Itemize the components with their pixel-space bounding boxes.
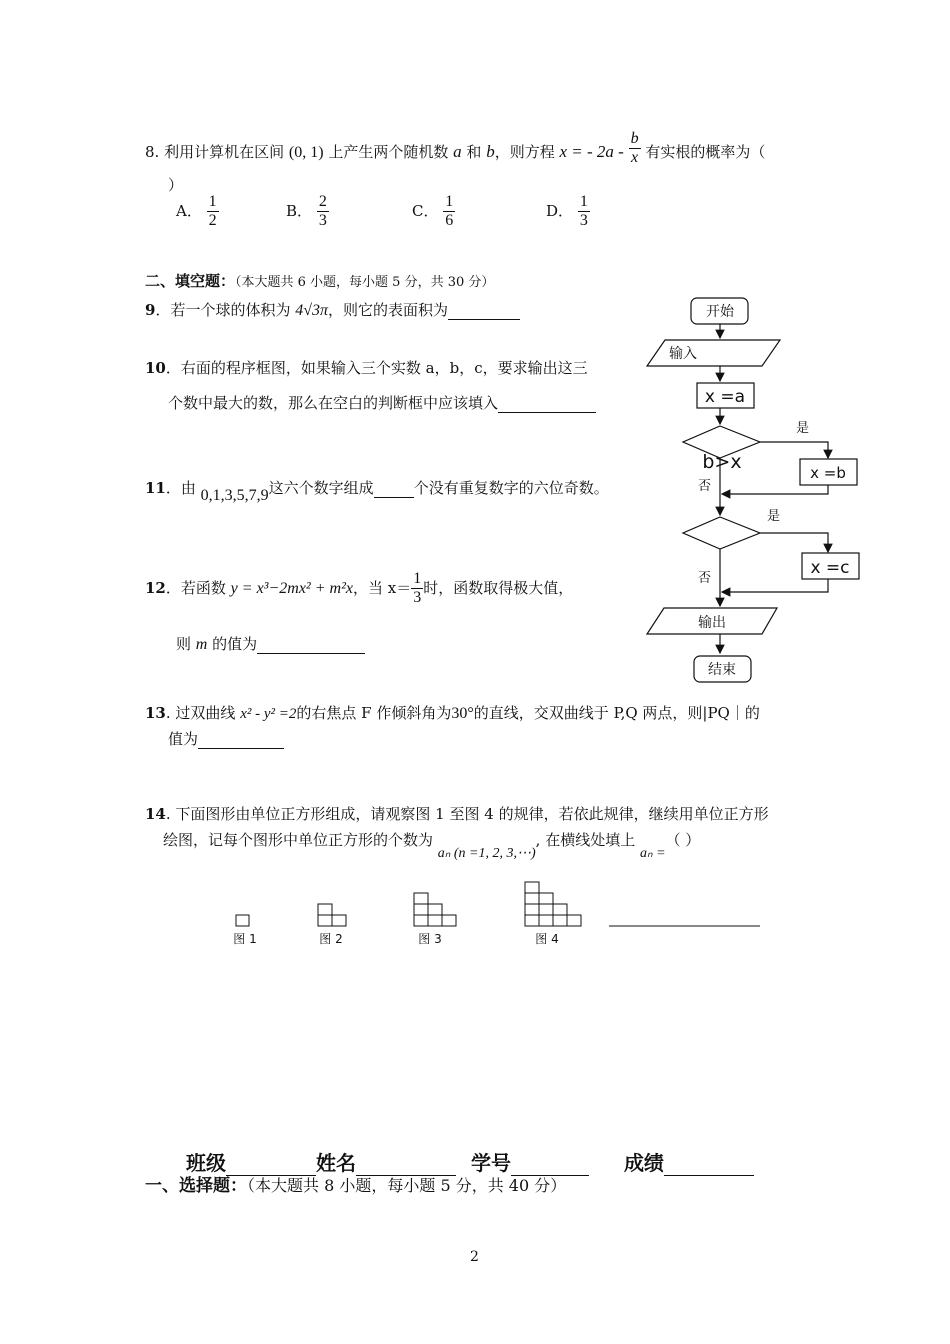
unit-square bbox=[539, 915, 553, 926]
flow-assign2-label: x =b bbox=[810, 464, 846, 482]
figure-label-4: 图 4 bbox=[535, 932, 559, 946]
q12-fraction bbox=[411, 570, 423, 608]
q12-frac-num: 1 bbox=[411, 570, 423, 589]
q12-line2-a: 则 bbox=[176, 635, 192, 653]
q8-option-den: 6 bbox=[445, 212, 454, 230]
flow-cond1-label: b>x bbox=[702, 451, 742, 473]
section-1-heading bbox=[145, 1171, 566, 1196]
q11-number: 11 bbox=[145, 479, 166, 497]
q8-var-b: b bbox=[486, 141, 495, 161]
q8-option-a[interactable] bbox=[176, 193, 219, 231]
q9-text-a: ．若一个球的体积为 bbox=[155, 301, 291, 319]
q8-text-b: 上产生两个随机数 bbox=[328, 142, 449, 161]
flow-assign3-label: x =c bbox=[810, 558, 850, 578]
unit-square bbox=[525, 915, 539, 926]
question-12 bbox=[145, 570, 573, 608]
q13-answer-blank[interactable] bbox=[198, 734, 284, 749]
q13-angle: 30° bbox=[451, 705, 474, 722]
unit-square bbox=[553, 904, 567, 915]
id-label: 学号 bbox=[470, 1151, 511, 1175]
q8-option-num: 1 bbox=[443, 193, 455, 212]
flow-start-label: 开始 bbox=[706, 304, 734, 320]
q13-number: 13 bbox=[145, 704, 166, 722]
q8-option-d[interactable] bbox=[546, 193, 590, 231]
q8-option-num: 1 bbox=[578, 193, 590, 212]
q8-option-fraction bbox=[578, 193, 590, 231]
question-13 bbox=[145, 702, 760, 723]
flow-assign1-label: x =a bbox=[704, 387, 746, 407]
unit-square bbox=[332, 915, 346, 926]
unit-square bbox=[318, 904, 332, 915]
q14-figures bbox=[220, 875, 780, 955]
q13-text-a: . 过双曲线 bbox=[165, 704, 236, 722]
q14-paren: （ ） bbox=[665, 831, 701, 849]
flow-input-label: 输入 bbox=[669, 346, 697, 362]
q12-text-b: ，当 x＝ bbox=[352, 578, 412, 597]
q9-formula: 4√3π bbox=[295, 302, 329, 319]
flow-arrow bbox=[760, 442, 828, 458]
q13-text-c: 的直线，交双曲线于 P,Q 两点，则|PQ｜的 bbox=[473, 704, 760, 722]
q8-option-c[interactable] bbox=[412, 193, 455, 231]
flow-decision-2 bbox=[683, 517, 760, 549]
flow-arrow bbox=[760, 533, 828, 552]
flow-output-label: 输出 bbox=[698, 615, 726, 631]
q14-line1: . 下面图形由单位正方形组成，请观察图 1 至图 4 的规律，若依此规律，继续用单位正方形 bbox=[165, 805, 769, 823]
q11-text-c: 个没有重复数字的六位奇数。 bbox=[413, 479, 609, 497]
unit-square bbox=[525, 904, 539, 915]
unit-square bbox=[428, 915, 442, 926]
q8-option-label: C． bbox=[412, 201, 439, 220]
unit-square bbox=[414, 915, 428, 926]
name-label: 姓名 bbox=[316, 1151, 356, 1175]
q14-number: 14 bbox=[145, 805, 166, 823]
q8-close-paren: ） bbox=[168, 176, 184, 194]
unit-square bbox=[539, 904, 553, 915]
q8-interval: (0, 1) bbox=[288, 143, 324, 161]
section-1-title: 一、选择题： bbox=[145, 1176, 247, 1196]
q11-text-b: 这六个数字组成 bbox=[268, 479, 374, 497]
section-2-note: （本大题共 6 小题，每小题 5 分，共 30 分） bbox=[235, 275, 495, 290]
flow-yes-label: 是 bbox=[767, 509, 781, 524]
unit-square bbox=[442, 915, 456, 926]
page-number: 2 bbox=[470, 1249, 479, 1265]
q8-option-num: 1 bbox=[207, 193, 219, 212]
q8-text-c: ，则方程 bbox=[494, 142, 555, 161]
figure-label-1: 图 1 bbox=[233, 932, 257, 946]
class-label: 班级 bbox=[186, 1151, 226, 1175]
q10-line1: ．右面的程序框图，如果输入三个实数 a，b，c，要求输出这三 bbox=[165, 359, 588, 377]
q10-line2-row bbox=[168, 392, 596, 413]
unit-square bbox=[567, 915, 581, 926]
q11-answer-blank[interactable] bbox=[374, 483, 414, 498]
q10-number: 10 bbox=[145, 359, 166, 377]
q8-option-den: 3 bbox=[318, 212, 327, 230]
q12-line2-row bbox=[176, 633, 365, 654]
q8-option-label: A． bbox=[176, 201, 202, 220]
q8-option-den: 2 bbox=[208, 212, 217, 230]
flow-input-box bbox=[647, 340, 780, 366]
unit-square bbox=[414, 893, 428, 904]
q14-line2-a: 绘图，记每个图形中单位正方形的个数为 bbox=[163, 831, 434, 849]
question-8 bbox=[145, 130, 766, 168]
q12-text-c: 时，函数取得极大值， bbox=[423, 578, 574, 597]
unit-square bbox=[414, 904, 428, 915]
q8-var-a: a bbox=[453, 141, 462, 161]
unit-square bbox=[525, 893, 539, 904]
q12-number: 12 bbox=[145, 578, 166, 597]
q11-digits: 0,1,3,5,7,9 bbox=[200, 487, 269, 504]
q13-line2: 值为 bbox=[168, 730, 199, 748]
q8-option-fraction bbox=[207, 193, 219, 231]
score-field[interactable] bbox=[664, 1155, 754, 1176]
q10-answer-blank[interactable] bbox=[498, 398, 596, 413]
q12-frac-den: 3 bbox=[413, 589, 422, 607]
question-9 bbox=[145, 299, 520, 320]
q12-line2-b: 的值为 bbox=[212, 635, 258, 653]
question-10 bbox=[145, 357, 588, 378]
q8-option-label: B． bbox=[286, 201, 313, 220]
q8-text-d: 有实根的概率为（ bbox=[645, 142, 766, 161]
q8-option-fraction bbox=[317, 193, 329, 231]
q8-text-a: 8. 利用计算机在区间 bbox=[145, 142, 285, 161]
q13-text-b: 的右焦点 F 作倾斜角为 bbox=[296, 704, 452, 722]
flow-yes-label: 是 bbox=[796, 421, 810, 436]
q8-and: 和 bbox=[466, 142, 482, 161]
unit-square bbox=[428, 904, 442, 915]
q14-line2-b: , 在横线处填上 bbox=[535, 831, 636, 849]
q12-answer-blank[interactable] bbox=[257, 639, 365, 654]
q13-formula: x² - y² =2 bbox=[240, 706, 297, 722]
q12-text-a: ．若函数 bbox=[165, 578, 226, 597]
unit-square bbox=[553, 915, 567, 926]
q9-number: 9 bbox=[145, 301, 156, 319]
flow-arrow bbox=[722, 579, 828, 592]
section-1-note: （本大题共 8 小题，每小题 5 分，共 40 分） bbox=[247, 1176, 567, 1195]
q14-sequence-2: aₙ = bbox=[639, 846, 666, 861]
q8-option-den: 3 bbox=[579, 212, 588, 230]
flow-no-label: 否 bbox=[698, 571, 712, 586]
q8-eq-den: x bbox=[631, 149, 639, 167]
figure-label-3: 图 3 bbox=[418, 932, 442, 946]
q8-option-label: D． bbox=[546, 201, 574, 220]
question-14 bbox=[145, 803, 769, 824]
q8-eq-fraction bbox=[629, 130, 641, 168]
q8-option-b[interactable] bbox=[286, 193, 329, 231]
q8-option-fraction bbox=[443, 193, 455, 231]
flow-arrow bbox=[722, 485, 828, 494]
unit-square bbox=[525, 882, 539, 893]
figure-label-2: 图 2 bbox=[319, 932, 343, 946]
q12-function: y = x³−2mx² + m²x bbox=[230, 579, 353, 597]
flow-end-label: 结束 bbox=[708, 662, 736, 678]
q12-line2-var: m bbox=[195, 636, 208, 653]
flowchart bbox=[640, 290, 870, 690]
q14-sequence: aₙ (n =1, 2, 3,⋯) bbox=[437, 846, 536, 861]
unit-square bbox=[539, 893, 553, 904]
q9-answer-blank[interactable] bbox=[448, 305, 520, 320]
unit-square bbox=[236, 915, 249, 926]
q8-eq-num: b bbox=[629, 130, 641, 149]
q10-line2: 个数中最大的数，那么在空白的判断框中应该填入 bbox=[168, 394, 499, 412]
q13-line2-row bbox=[168, 728, 284, 749]
flow-no-label: 否 bbox=[698, 479, 712, 494]
question-11 bbox=[145, 477, 609, 504]
q8-eq-lhs: x = - 2a - bbox=[559, 141, 624, 161]
q11-text-a: ．由 bbox=[165, 479, 196, 497]
q14-line2-row bbox=[163, 829, 701, 861]
section-2-heading bbox=[145, 270, 494, 291]
section-2-title: 二、填空题： bbox=[145, 272, 236, 290]
q9-text-b: ，则它的表面积为 bbox=[328, 301, 449, 319]
unit-square bbox=[318, 915, 332, 926]
score-label: 成绩 bbox=[623, 1151, 664, 1175]
q8-option-num: 2 bbox=[317, 193, 329, 212]
